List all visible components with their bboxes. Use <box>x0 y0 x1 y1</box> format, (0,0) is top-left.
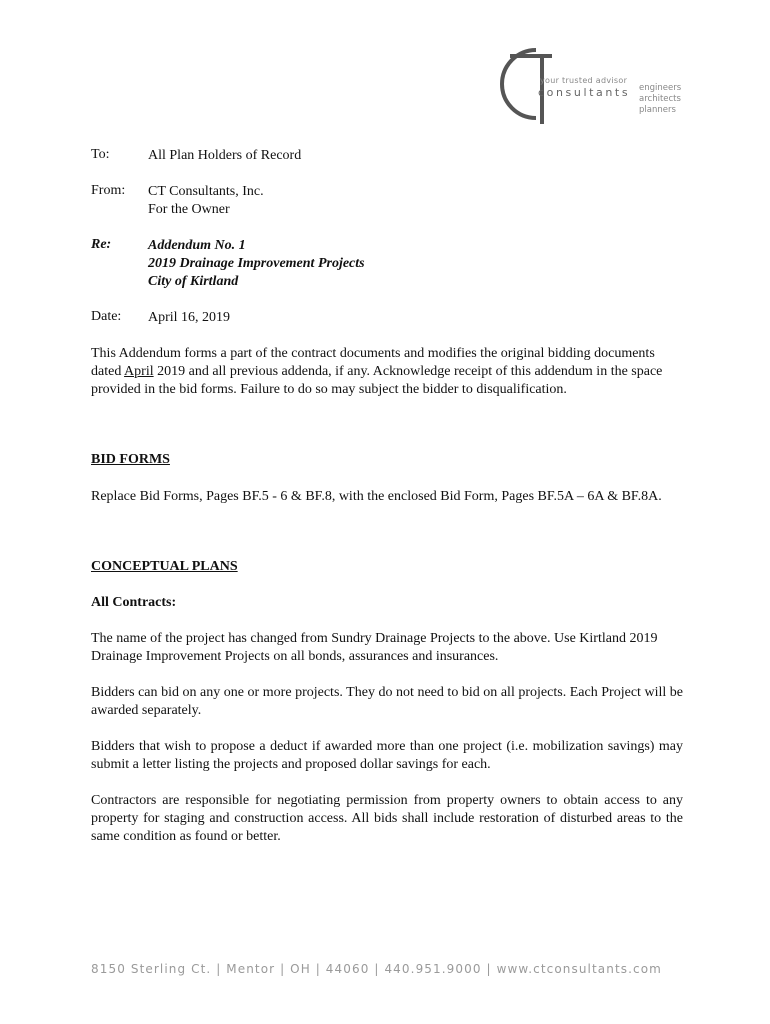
from-line-1: CT Consultants, Inc. <box>148 184 264 199</box>
footer-contact: 8150 Sterling Ct. | Mentor | OH | 44060 | 440.951.9000 | www.ctconsultants.com <box>91 962 662 976</box>
ct-consultants-logo <box>496 42 696 132</box>
intro-part-1: This Addendum forms a part of the contract documents and modifies the original bidding documents dated <box>91 346 655 379</box>
logo-tagline: your trusted advisor <box>540 76 628 85</box>
to-label: To: <box>91 147 110 162</box>
date-value: April 16, 2019 <box>148 310 231 325</box>
bid-forms-paragraph: Replace Bid Forms, Pages BF.5 - 6 & BF.8, with the enclosed Bid Form, Pages BF.5A – 6A & BF.8A. <box>91 489 662 504</box>
re-value <box>148 237 365 291</box>
conceptual-plans-heading: CONCEPTUAL PLANS <box>91 559 238 574</box>
bidding-projects-paragraph: Bidders can bid on any one or more projects. They do not need to bid on all projects. Each Project will be awarded separately. <box>91 685 683 718</box>
bid-forms-heading: BID FORMS <box>91 452 170 467</box>
intro-part-2: 2019 and all previous addenda, if any. Acknowledge receipt of this addendum in the space provided in the bid forms. Failure to do so may subject the bidder to disqualification. <box>91 364 663 397</box>
all-contracts-subheading: All Contracts: <box>91 595 177 610</box>
from-line-2: For the Owner <box>148 202 230 217</box>
to-value: All Plan Holders of Record <box>148 148 302 163</box>
intro-paragraph <box>91 345 683 399</box>
re-line-2: 2019 Drainage Improvement Projects <box>148 256 365 271</box>
intro-underlined-month: April <box>124 364 154 379</box>
logo-wordmark: consultants <box>538 86 631 99</box>
deduct-proposal-paragraph: Bidders that wish to propose a deduct if awarded more than one project (i.e. mobilization savings) may submit a letter listing the projects and proposed dollar savings for each. <box>91 739 683 772</box>
logo-service-engineers: engineers <box>639 83 682 93</box>
project-name-paragraph: The name of the project has changed from Sundry Drainage Projects to the above. Use Kirtland 2019 Drainage Improvement Projects on all bonds, assurances and insurances. <box>91 631 658 664</box>
logo-service-planners: planners <box>639 105 676 115</box>
date-label: Date: <box>91 309 122 324</box>
re-label: Re: <box>91 237 112 252</box>
logo-services <box>639 83 681 116</box>
from-label: From: <box>91 183 126 198</box>
re-line-3: City of Kirtland <box>148 274 239 289</box>
property-access-paragraph: Contractors are responsible for negotiating permission from property owners to obtain access to any property for staging and construction access. All bids shall include restoration of disturbed areas to the same condition as found or better. <box>91 793 683 844</box>
logo-service-architects: architects <box>639 94 681 104</box>
re-line-1: Addendum No. 1 <box>148 238 246 253</box>
from-value <box>148 183 264 219</box>
